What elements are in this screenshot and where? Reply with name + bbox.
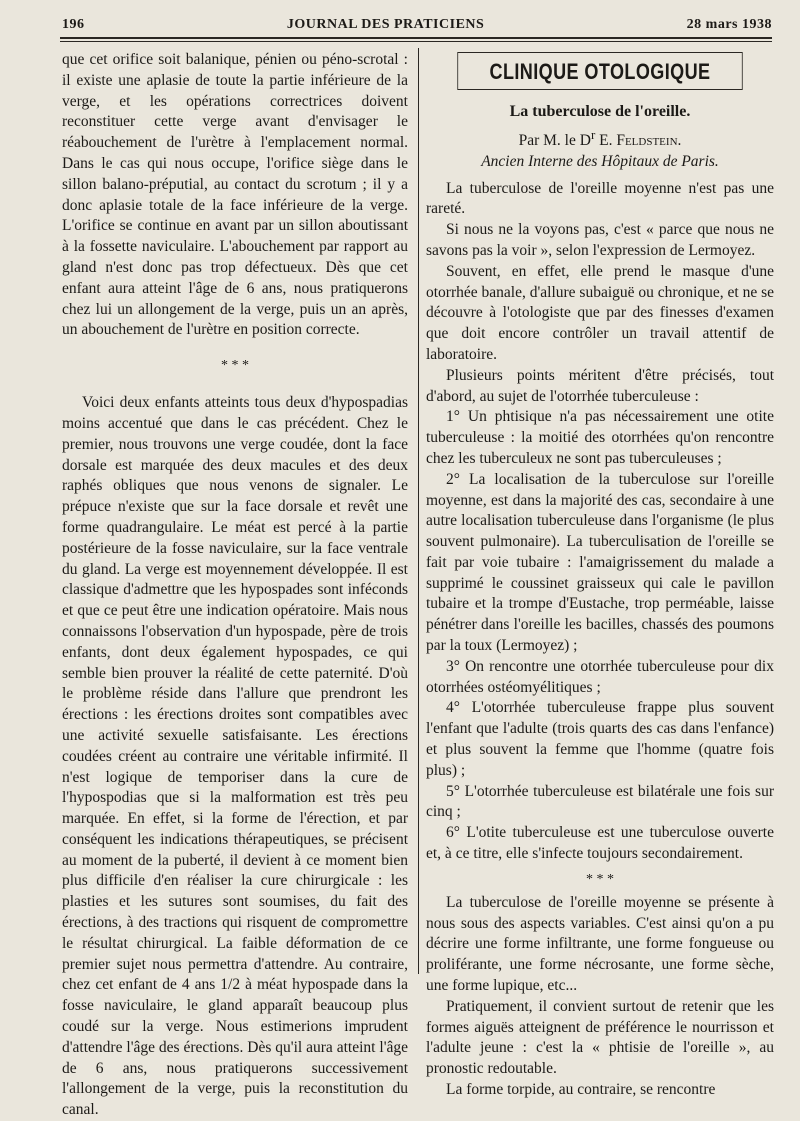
issue-date: 28 mars 1938 — [686, 17, 772, 32]
section-heading: CLINIQUE OTOLOGIQUE — [457, 52, 742, 90]
header-rule-thin — [60, 41, 772, 42]
column-divider — [418, 48, 419, 974]
header-rule — [60, 37, 772, 39]
section-separator: * * * — [586, 871, 614, 887]
list-item: 2° La localisation de la tuberculose sur l'oreille moyenne, est dans la majorité des cas, secondaire à une autre localisation tuberculeuse dans l'organisme (le plus souvent pulmonaire). La tuberculisation de l'oreille se fait par voie tubaire : l'amaigrissement du malade a supprimé le coussinet graisseux qui cale le pavillon tubaire et la trompe d'Eustache, trop perméable, laisse pénétrer dans l'oreille les bacilles, chassés des poumons par la toux (Lermoyez) ; — [426, 470, 774, 655]
right-column — [426, 50, 774, 1101]
paragraph: La tuberculose de l'oreille moyenne n'est pas une rareté. — [426, 179, 774, 218]
journal-title: JOURNAL DES PRATICIENS — [286, 17, 485, 32]
article-title: La tuberculose de l'oreille. — [509, 103, 691, 120]
section-separator: * * * — [221, 358, 249, 374]
left-column — [62, 50, 408, 1121]
byline-prefix: Par M. le D — [518, 131, 591, 149]
paragraph: La tuberculose de l'oreille moyenne se présente à nous sous des aspects variables. C'est ainsi qu'on a pu décrire une forme infiltrante, une forme fongueuse ou proliférante, une forme nécrosante, une forme sèche, une forme lupique, etc... — [426, 893, 774, 995]
page-number: 196 — [62, 17, 85, 32]
list-item: 3° On rencontre une otorrhée tuberculeuse pour dix otorrhées ostéomyélitiques ; — [426, 657, 774, 696]
list-item: 5° L'otorrhée tuberculeuse est bilatérale une fois sur cinq ; — [426, 782, 774, 821]
list-item: 6° L'otite tuberculeuse est une tuberculose ouverte et, à ce titre, elle s'infecte toujours secondairement. — [426, 824, 774, 863]
paragraph: Plusieurs points méritent d'être précisés, tout d'abord, au sujet de l'otorrhée tuberculeuse : — [426, 366, 774, 405]
paragraph: que cet orifice soit balanique, pénien ou péno-scrotal : il existe une aplasie de toute la partie inférieure de la verge, et les opérations correctrices doivent reconstituer cette verge avant d'envisager le réabouchement de l'urètre à l'emplacement normal. Dans le cas qui nous occupe, l'orifice siège dans le sillon balano-préputial, au contact du scrotum ; il y a donc aplasie totale de la face inférieure de la verge. L'orifice se continue en avant par un sillon aboutissant à la fossette naviculaire. L'abouchement par rapport au gland n'est donc pas trop défectueux. Dès que cet enfant aura atteint l'âge de 6 ans, nous pratiquerons chez lui un allongement de la verge, puis un an après, un abouchement de l'urètre en position correcte. — [62, 51, 408, 339]
author-affiliation: Ancien Interne des Hôpitaux de Paris. — [481, 152, 719, 170]
byline-sup: r — [590, 126, 596, 142]
running-header — [62, 12, 772, 38]
list-item: 4° L'otorrhée tuberculeuse frappe plus souvent l'enfant que l'adulte (trois quarts des cas dans l'enfance) et plus souvent la femme que l'homme (quatre fois plus) ; — [426, 699, 774, 779]
paragraph: Si nous ne la voyons pas, c'est « parce que nous ne savons pas la voir », selon l'expression de Lermoyez. — [426, 221, 774, 259]
paragraph: La forme torpide, au contraire, se rencontre — [446, 1081, 716, 1099]
list-item: 1° Un phtisique n'a pas nécessairement une otite tuberculeuse : la moitié des otorrhées qu'on rencontre chez les tuberculeux ne sont pas tuberculeuses ; — [426, 408, 774, 467]
paragraph: Voici deux enfants atteints tous deux d'hypospadias moins accentué que dans le cas précédent. Chez le premier, nous trouvons une verge coudée, dont la face dorsale est marquée des deux macules et des deux raphés obliques que nous venons de signaler. Le prépuce n'existe que sur la face dorsale et revêt une forme quadrangulaire. Le méat est percé à la partie postérieure de la fosse naviculaire, sur la face ventrale du gland. La verge est moyennement développée. Il est classique d'admettre que les hypospades sont inféconds et que ce peut être une indication opératoire. Mais nous connaissons l'observation d'un hypospade, père de trois enfants, dont deux également hypospades, ce qui semble bien prouver la réalité de cette paternité. D'où le problème réside dans l'allure que prendront les érections : les érections droites sont compatibles avec une activité sexuelle satisfaisante. Les érections coudées créent au contraire une véritable infirmité. Il n'est logique de temporiser dans la cure de l'hypospodias que si la malformation est très peu marquée. En effet, si la forme de l'érection, et par conséquent les indications thérapeutiques, se précisent au moment de la puberté, il devient à ce moment bien plus difficile d'en réaliser la cure chirurgicale : les plasties et les sutures sont soumises, du fait des érections, à des tractions qui risquent de compromettre le résultat chirurgical. La faible déformation de ce premier sujet nous permettra d'attendre. Au contraire, chez cet enfant de 4 ans 1/2 à méat hypospade dans la fosse naviculaire, le gland apparaît beaucoup plus coudé sur la verge. Nous estimerions imprudent d'attendre l'âge des érections. Dès qu'il aura atteint l'âge de 6 ans, nous pratiquerons successivement l'allongement de la verge, puis la reconstitution du canal. — [62, 394, 408, 1119]
paragraph: Souvent, en effet, elle prend le masque d'une otorrhée banale, d'allure subaiguë ou chronique, et ne se découvre à l'otologiste que par des finesses d'examen que doit encore contrôler un travail attentif de laboratoire. — [426, 262, 774, 363]
paragraph: Pratiquement, il convient surtout de retenir que les formes aiguës atteignent de préférence le nourrisson et l'adulte jeune : c'est la « phtisie de l'oreille », au pronostic redoutable. — [426, 997, 774, 1078]
author-byline — [426, 125, 774, 152]
author-name: E. Feldstein. — [599, 131, 682, 149]
